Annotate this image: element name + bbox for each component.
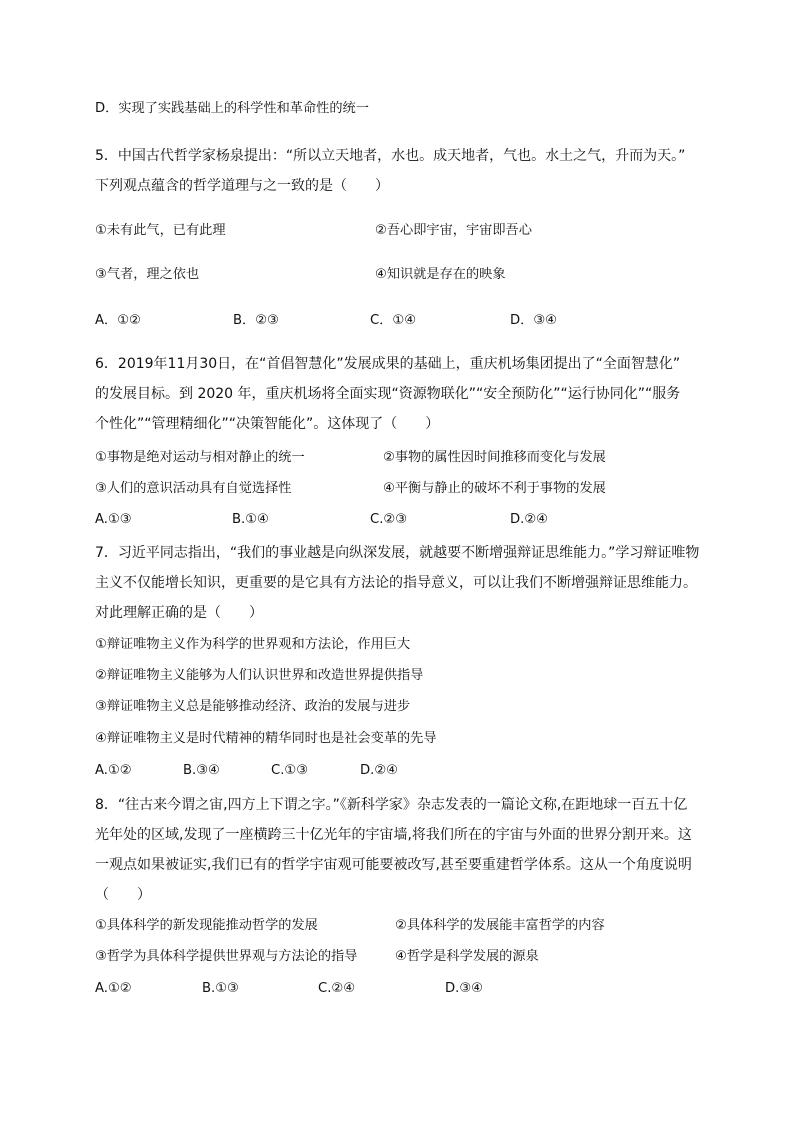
q5-option-c: C．①④ bbox=[370, 313, 417, 328]
q5-stem-line2: 下列观点蕴含的哲学道理与之一致的是（ ） bbox=[95, 178, 389, 194]
q6-option-a: A.①③ bbox=[95, 512, 132, 527]
q7-item-1: ①辩证唯物主义作为科学的世界观和方法论，作用巨大 bbox=[95, 637, 411, 652]
q7-option-c: C.①③ bbox=[271, 763, 309, 778]
q8-option-d: D.③④ bbox=[445, 981, 483, 996]
q5-stem-line1: 5．中国古代哲学家杨泉提出：“所以立天地者，水也。成天地者，气也。水土之气，升而为天。” bbox=[95, 148, 686, 164]
q5-item-4: ④知识就是存在的映象 bbox=[375, 267, 506, 282]
q6-stem-line2: 的发展目标。到 2020 年，重庆机场将全面实现“资源物联化”“安全预防化”“运行协同化”“服务 bbox=[95, 386, 681, 402]
q6-stem-line3: 个性化”“管理精细化”“决策智能化”。这体现了（ ） bbox=[95, 416, 440, 432]
q6-item-3: ③人们的意识活动具有自觉选择性 bbox=[95, 481, 292, 496]
q6-item-4: ④平衡与静止的破坏不利于事物的发展 bbox=[383, 481, 606, 496]
q7-item-3: ③辩证唯物主义总是能够推动经济、政治的发展与进步 bbox=[95, 699, 411, 714]
q8-stem-line2: 光年处的区域,发现了一座横跨三十亿光年的宇宙墙,将我们所在的宇宙与外面的世界分割开来。这 bbox=[95, 827, 692, 843]
q6-item-1: ①事物是绝对运动与相对静止的统一 bbox=[95, 450, 305, 465]
q6-item-2: ②事物的属性因时间推移而变化与发展 bbox=[383, 450, 606, 465]
q7-stem-line2: 主义不仅能增长知识，更重要的是它具有方法论的指导意义，可以让我们不断增强辩证思维能力。 bbox=[95, 575, 697, 591]
q4-option-d: D．实现了实践基础上的科学性和革命性的统一 bbox=[95, 101, 369, 116]
q8-item-1: ①具体科学的新发现能推动哲学的发展 bbox=[95, 918, 318, 933]
q5-item-2: ②吾心即宇宙，宇宙即吾心 bbox=[375, 223, 532, 238]
q5-option-d: D．③④ bbox=[510, 313, 557, 328]
q7-item-4: ④辩证唯物主义是时代精神的精华同时也是社会变革的先导 bbox=[95, 731, 437, 746]
q7-stem-line1: 7．习近平同志指出，“我们的事业越是向纵深发展，就越要不断增强辩证思维能力。”学习辩证唯物 bbox=[95, 545, 700, 561]
q8-option-a: A.①② bbox=[95, 981, 132, 996]
q6-option-d: D.②④ bbox=[510, 512, 548, 527]
q7-option-d: D.②④ bbox=[360, 763, 398, 778]
q8-stem-line4: （ ） bbox=[95, 887, 151, 903]
q6-option-b: B.①④ bbox=[232, 512, 269, 527]
q5-option-b: B．②③ bbox=[233, 313, 279, 328]
q7-item-2: ②辩证唯物主义能够为人们认识世界和改造世界提供指导 bbox=[95, 668, 424, 683]
q7-option-a: A.①② bbox=[95, 763, 132, 778]
q8-item-2: ②具体科学的发展能丰富哲学的内容 bbox=[395, 918, 605, 933]
q8-option-b: B.①③ bbox=[202, 981, 239, 996]
q5-option-a: A．①② bbox=[95, 313, 141, 328]
q8-item-4: ④哲学是科学发展的源泉 bbox=[395, 949, 539, 964]
q8-stem-line1: 8．“往古来今谓之宙,四方上下谓之字。”《新科学家》杂志发表的一篇论文称,在距地球一百五十亿 bbox=[95, 797, 688, 813]
q6-stem-line1: 6．2019年11月30日，在“首倡智慧化”发展成果的基础上，重庆机场集团提出了“全面智慧化” bbox=[95, 356, 681, 372]
q8-option-c: C.②④ bbox=[318, 981, 356, 996]
q5-item-3: ③气者，理之依也 bbox=[95, 267, 200, 282]
q8-stem-line3: 一观点如果被证实,我们已有的哲学宇宙观可能要被改写,甚至要重建哲学体系。这从一个角度说明 bbox=[95, 857, 692, 873]
q8-item-3: ③哲学为具体科学提供世界观与方法论的指导 bbox=[95, 949, 358, 964]
q7-stem-line3: 对此理解正确的是（ ） bbox=[95, 605, 263, 621]
q7-option-b: B.③④ bbox=[183, 763, 220, 778]
q6-option-c: C.②③ bbox=[370, 512, 408, 527]
q5-item-1: ①未有此气，已有此理 bbox=[95, 223, 226, 238]
